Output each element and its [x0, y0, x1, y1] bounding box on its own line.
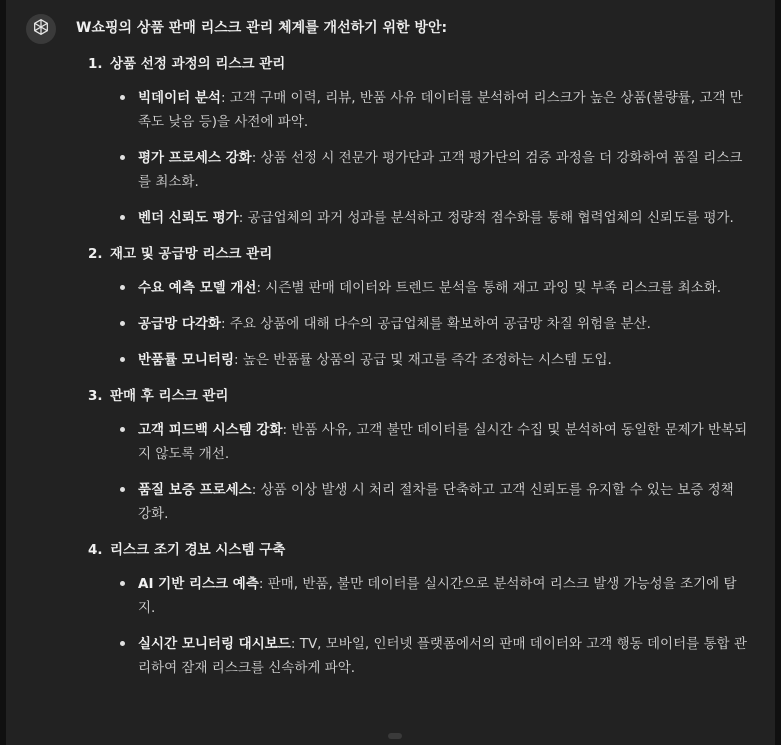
list-item	[76, 206, 748, 230]
list-item	[76, 572, 748, 620]
item-title: AI 기반 리스크 예측	[138, 576, 259, 592]
section-heading-text: 상품 선정 과정의 리스크 관리	[110, 56, 286, 72]
assistant-avatar	[26, 14, 56, 44]
list-item	[76, 348, 748, 372]
bullet-list	[76, 276, 748, 372]
item-title: 고객 피드백 시스템 강화	[138, 422, 283, 438]
bullet-dot-icon	[120, 321, 125, 326]
bullet-list	[76, 86, 748, 230]
section-heading-text: 판매 후 리스크 관리	[110, 388, 229, 404]
section-heading-text: 리스크 조기 경보 시스템 구축	[110, 542, 286, 558]
section	[76, 384, 748, 526]
item-title: 벤더 신뢰도 평가	[138, 210, 239, 226]
bullet-dot-icon	[120, 427, 125, 432]
openai-logo-icon	[31, 17, 51, 41]
section-number: 4.	[88, 542, 103, 558]
list-item	[76, 312, 748, 336]
item-title: 빅데이터 분석	[138, 90, 221, 106]
list-item	[76, 478, 748, 526]
section	[76, 538, 748, 680]
list-item	[76, 86, 748, 134]
item-description: : 고객 구매 이력, 리뷰, 반품 사유 데이터를 분석하여 리스크가 높은 상품(불량률, 고객 만족도 낮음 등)을 사전에 파악.	[138, 90, 743, 130]
bullet-dot-icon	[120, 155, 125, 160]
item-description: : 공급업체의 과거 성과를 분석하고 정량적 점수화를 통해 협력업체의 신뢰도를 평가.	[238, 210, 734, 226]
assistant-message	[76, 12, 748, 692]
item-description: : 판매, 반품, 불만 데이터를 실시간으로 분석하여 리스크 발생 가능성을 조기에 탐지.	[138, 576, 737, 616]
item-title: 수요 예측 모델 개선	[138, 280, 257, 296]
bullet-list	[76, 572, 748, 680]
list-item	[76, 146, 748, 194]
section-heading	[76, 384, 748, 408]
message-title: W쇼핑의 상품 판매 리스크 관리 체계를 개선하기 위한 방안:	[76, 20, 448, 36]
section-number: 1.	[88, 56, 103, 72]
bullet-dot-icon	[120, 215, 125, 220]
item-description: : 높은 반품률 상품의 공급 및 재고를 즉각 조정하는 시스템 도입.	[234, 352, 612, 368]
item-title: 품질 보증 프로세스	[138, 482, 252, 498]
item-description: : 반품 사유, 고객 불만 데이터를 실시간 수집 및 분석하여 동일한 문제가 반복되지 않도록 개선.	[138, 422, 748, 462]
list-item	[76, 276, 748, 300]
item-title: 평가 프로세스 강화	[138, 150, 252, 166]
list-item	[76, 632, 748, 680]
bullet-dot-icon	[120, 487, 125, 492]
section-heading	[76, 242, 748, 266]
bullet-dot-icon	[120, 95, 125, 100]
section-heading-text: 재고 및 공급망 리스크 관리	[110, 246, 273, 262]
section	[76, 52, 748, 230]
bullet-dot-icon	[120, 357, 125, 362]
bullet-dot-icon	[120, 285, 125, 290]
item-description: : 상품 이상 발생 시 처리 절차를 단축하고 고객 신뢰도를 유지할 수 있는 보증 정책 강화.	[138, 482, 734, 522]
item-description: : TV, 모바일, 인터넷 플랫폼에서의 판매 데이터와 고객 행동 데이터를 통합 관리하여 잠재 리스크를 신속하게 파악.	[138, 636, 747, 676]
item-title: 실시간 모니터링 대시보드	[138, 636, 291, 652]
section-heading	[76, 538, 748, 562]
bullet-dot-icon	[120, 581, 125, 586]
item-title: 반품률 모니터링	[138, 352, 234, 368]
bullet-dot-icon	[120, 641, 125, 646]
section-list	[76, 52, 748, 680]
item-description: : 주요 상품에 대해 다수의 공급업체를 확보하여 공급망 차질 위험을 분산.	[220, 316, 651, 332]
item-description: : 시즌별 판매 데이터와 트렌드 분석을 통해 재고 과잉 및 부족 리스크를 최소화.	[256, 280, 722, 296]
section-number: 2.	[88, 246, 103, 262]
section-heading	[76, 52, 748, 76]
item-description: : 상품 선정 시 전문가 평가단과 고객 평가단의 검증 과정을 더 강화하여 품질 리스크를 최소화.	[138, 150, 743, 190]
scroll-indicator[interactable]	[388, 733, 402, 739]
bullet-list	[76, 418, 748, 526]
section	[76, 242, 748, 372]
section-number: 3.	[88, 388, 103, 404]
item-title: 공급망 다각화	[138, 316, 221, 332]
list-item	[76, 418, 748, 466]
